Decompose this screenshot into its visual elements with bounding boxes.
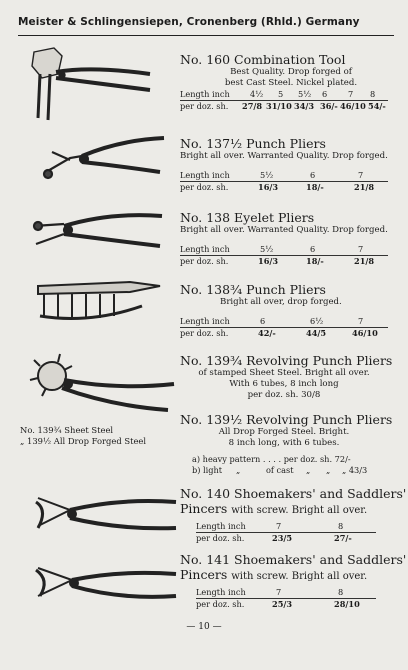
ditto-mark: „ <box>236 465 241 475</box>
cell: 6 <box>322 89 328 99</box>
side-note-2: „ 139½ All Drop Forged Steel <box>20 436 147 446</box>
price-row <box>180 328 388 339</box>
length-label: Length inch <box>180 170 230 180</box>
cell: 6 <box>310 170 316 180</box>
cell: 8 <box>370 89 376 99</box>
price-label: per doz. sh. <box>180 328 229 338</box>
product-desc-3: per doz. sh. 30/8 <box>247 390 321 400</box>
price-label: per doz. sh. <box>180 101 229 111</box>
side-note-1: No. 139¾ Sheet Steel <box>20 425 114 435</box>
cell: 46/10 <box>340 101 366 111</box>
length-label: Length inch <box>180 89 230 99</box>
variant-heavy <box>192 454 388 465</box>
product-137-half <box>180 136 388 193</box>
cell: 23/5 <box>272 533 293 543</box>
cell: 25/3 <box>272 599 293 609</box>
cell: 7 <box>276 587 282 597</box>
product-title: No. 137½ Punch Pliers <box>180 136 326 151</box>
price-label: per doz. sh. <box>196 533 245 543</box>
product-139-three-quarter <box>180 353 393 401</box>
cell: 36/- <box>320 101 338 111</box>
subtitle-main: Pincers <box>180 567 228 582</box>
length-row <box>180 316 388 328</box>
shoemakers-pincers-141-illustration <box>30 556 180 614</box>
product-160 <box>180 52 388 112</box>
variant-light <box>192 465 388 476</box>
length-label: Length inch <box>180 316 230 326</box>
eyelet-pliers-illustration <box>30 204 170 264</box>
shoemakers-pincers-140-illustration <box>30 488 180 546</box>
ditto-mark: „ <box>326 465 331 475</box>
product-title: No. 140 Shoemakers' and Saddlers' <box>180 486 407 501</box>
price-label: per doz. sh. <box>180 256 229 266</box>
cell: 28/10 <box>334 599 360 609</box>
price-row <box>180 101 388 112</box>
product-139-half <box>180 412 393 476</box>
price-row <box>196 533 388 544</box>
subtitle-detail: with screw. Bright all over. <box>231 505 368 516</box>
product-desc-1: Best Quality. Drop forged of <box>230 67 352 77</box>
cell: 5 <box>278 89 284 99</box>
product-desc-1: All Drop Forged Steel. Bright. <box>218 427 350 437</box>
length-label: Length inch <box>196 521 246 531</box>
variant-label: b) light <box>192 465 223 475</box>
price-row <box>180 256 388 267</box>
cell: 6 <box>260 316 266 326</box>
cell: 27/- <box>334 533 352 543</box>
cell: 5½ <box>298 89 312 99</box>
product-title: No. 160 Combination Tool <box>180 52 346 67</box>
price-row <box>180 182 388 193</box>
cell: 6 <box>310 244 316 254</box>
length-row <box>196 587 376 599</box>
product-subtitle <box>180 567 388 584</box>
product-138-three-quarter <box>180 282 388 339</box>
cell: 5½ <box>260 244 274 254</box>
length-label: Length inch <box>180 244 230 254</box>
length-row <box>196 521 376 533</box>
page-header: Meister & Schlingensiepen, Cronenberg (Rhld.) Germany <box>18 16 360 28</box>
page-number: — 10 — <box>186 622 222 632</box>
cell: 7 <box>358 316 364 326</box>
cell: 8 <box>338 587 344 597</box>
cell: 42/- <box>258 328 276 338</box>
cell: 18/- <box>306 256 324 266</box>
cell: 4½ <box>250 89 264 99</box>
price-row <box>196 599 388 610</box>
product-141 <box>180 552 407 610</box>
cell: 27/8 <box>242 101 263 111</box>
cell: 31/10 <box>266 101 292 111</box>
cell: 6½ <box>310 316 324 326</box>
cell: 44/5 <box>306 328 327 338</box>
product-title: No. 141 Shoemakers' and Saddlers' <box>180 552 407 567</box>
length-label: Length inch <box>196 587 246 597</box>
variant-material: of cast <box>266 465 294 475</box>
punch-pliers-138-illustration <box>30 272 170 334</box>
product-desc-2: 8 inch long, with 6 tubes. <box>228 438 340 448</box>
product-138 <box>180 210 388 267</box>
revolving-punch-pliers-illustration <box>28 340 178 420</box>
cell: 16/3 <box>258 256 279 266</box>
product-title: No. 138 Eyelet Pliers <box>180 210 315 225</box>
variant-price: „ 43/3 <box>342 465 368 475</box>
cell: 34/3 <box>294 101 315 111</box>
combination-tool-illustration <box>22 44 162 126</box>
cell: 18/- <box>306 182 324 192</box>
product-title: No. 139½ Revolving Punch Pliers <box>180 412 393 427</box>
cell: 21/8 <box>354 256 375 266</box>
price-label: per doz. sh. <box>196 599 245 609</box>
ditto-mark: „ <box>306 465 311 475</box>
cell: 7 <box>348 89 354 99</box>
product-title: No. 138¾ Punch Pliers <box>180 282 326 297</box>
product-140 <box>180 486 407 544</box>
length-row <box>180 89 388 101</box>
product-desc-2: With 6 tubes, 8 inch long <box>229 379 339 389</box>
price-label: per doz. sh. <box>180 182 229 192</box>
cell: 7 <box>358 244 364 254</box>
cell: 7 <box>358 170 364 180</box>
cell: 7 <box>276 521 282 531</box>
product-desc-1: of stamped Sheet Steel. Bright all over. <box>198 368 370 378</box>
product-title: No. 139¾ Revolving Punch Pliers <box>180 353 393 368</box>
cell: 54/- <box>368 101 386 111</box>
header-rule <box>18 35 394 36</box>
length-row <box>180 170 388 182</box>
subtitle-main: Pincers <box>180 501 228 516</box>
length-row <box>180 244 388 256</box>
cell: 5½ <box>260 170 274 180</box>
product-subtitle <box>180 501 388 518</box>
variant-text: a) heavy pattern . . . . per doz. sh. 72/- <box>192 454 351 464</box>
product-desc: Bright all over. Warranted Quality. Drop forged. <box>180 151 388 161</box>
cell: 21/8 <box>354 182 375 192</box>
product-desc-2: best Cast Steel. Nickel plated. <box>224 78 358 88</box>
cell: 16/3 <box>258 182 279 192</box>
product-desc: Bright all over. Warranted Quality. Drop forged. <box>180 225 388 235</box>
subtitle-detail: with screw. Bright all over. <box>231 571 368 582</box>
product-desc: Bright all over, drop forged. <box>220 297 342 307</box>
cell: 46/10 <box>352 328 378 338</box>
punch-pliers-137-illustration <box>40 132 170 190</box>
cell: 8 <box>338 521 344 531</box>
